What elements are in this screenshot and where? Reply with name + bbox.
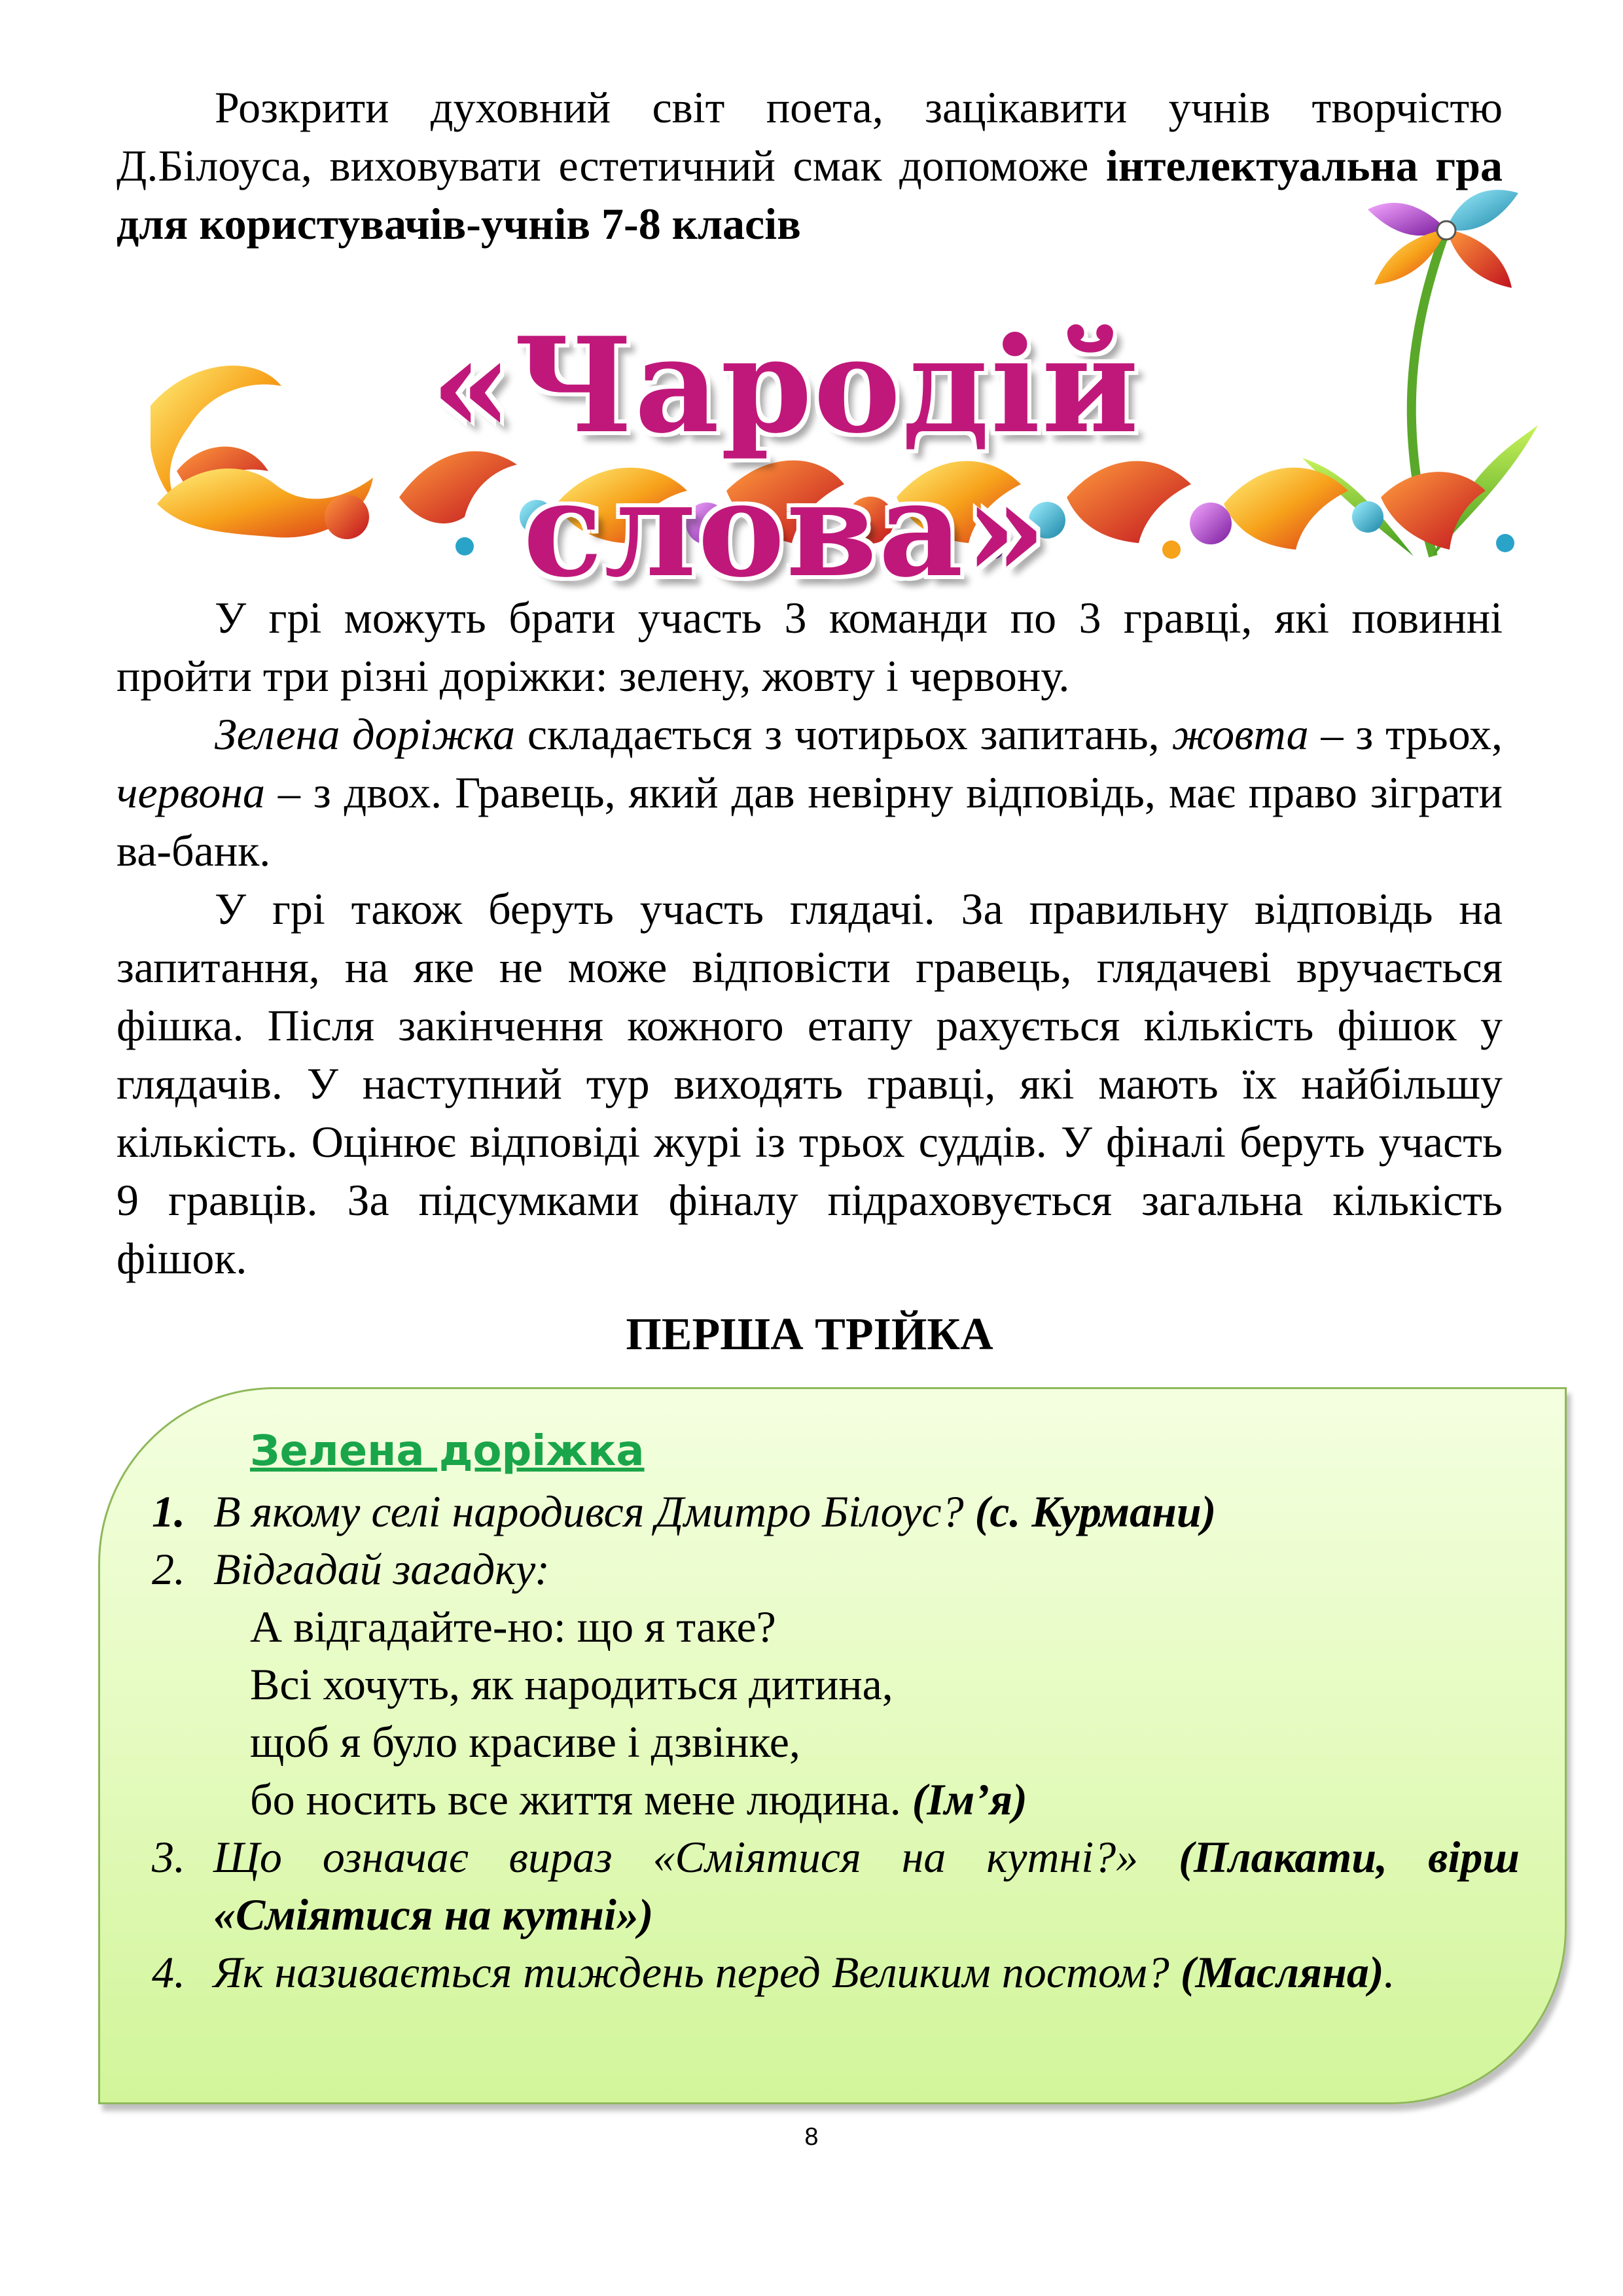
question-answer: (с. Курмани)	[974, 1487, 1217, 1536]
question-text: Відгадай загадку:	[213, 1544, 550, 1594]
intro-text: Розкрити духовний світ поета, зацікавити учнів творчістю Д.Білоуса, виховувати естетичний смак допоможе	[116, 82, 1503, 190]
rules-paragraph-3: У грі також беруть участь глядачі. За правильну відповідь на запитання, на яке не може відповісти гравець, глядачеві вручається фішка. Після закінчення кожного етапу рахується кількість фішок у глядачів. У наступний тур виходять гравці, які мають їх найбільшу кількість. Оцінює відповіді журі із трьох суддів. У фіналі беруть участь 9 гравців. За підсумками фіналу підраховується загальна кількість фішок.	[116, 884, 1503, 1283]
riddle-answer: (Ім’я)	[912, 1775, 1027, 1824]
question-text: Що означає вираз «Сміятися на кутні?»	[213, 1832, 1139, 1882]
question-answer: (Плакати, вірш «Сміятися на кутні»)	[213, 1832, 1520, 1939]
rules-paragraph-2: Зелена доріжка складається з чотирьох запитань, жовта – з трьох, червона – з двох. Гравець, який дав невірну відповідь, має право зіграти ва-банк.	[116, 709, 1503, 875]
question-number: 4.	[152, 1947, 185, 1997]
green-track-questions	[152, 1420, 1520, 2001]
question-tail: .	[1383, 1947, 1395, 1997]
section-title: ПЕРША ТРІЙКА	[626, 1309, 993, 1360]
question-1	[152, 1483, 1520, 1540]
page-number: 8	[804, 2123, 819, 2151]
question-2	[152, 1540, 1520, 1598]
game-title: «Чародій слова»	[430, 309, 1141, 607]
poem-line: щоб я було красиве і дзвінке,	[250, 1717, 800, 1767]
question-number: 1.	[152, 1487, 185, 1536]
question-text: Як називається тиждень перед Великим постом?	[213, 1947, 1169, 1997]
riddle-poem	[152, 1598, 1520, 1828]
poem-line: А відгадайте-но: що я таке?	[250, 1602, 776, 1651]
poem-last-line	[250, 1771, 1520, 1828]
question-number: 2.	[152, 1544, 185, 1594]
rules-paragraph-1: У грі можуть брати участь 3 команди по 3 гравці, які повинні пройти три різні доріжки: зелену, жовту і червону.	[116, 593, 1503, 701]
question-4	[152, 1943, 1520, 2001]
question-answer: (Масляна)	[1180, 1947, 1384, 1997]
question-text: В якому селі народився Дмитро Білоус?	[213, 1487, 964, 1536]
rules-section	[116, 589, 1503, 1288]
intro-bold-text: інтелектуальна гра для користувачів-учнів 7-8 класів	[116, 141, 1503, 249]
question-number: 3.	[152, 1832, 185, 1882]
green-track-title: Зелена доріжка	[250, 1427, 645, 1475]
question-3	[152, 1828, 1520, 1943]
poem-line: Всі хочуть, як народиться дитина,	[250, 1659, 893, 1709]
poem-line: бо носить все життя мене людина.	[250, 1775, 901, 1824]
